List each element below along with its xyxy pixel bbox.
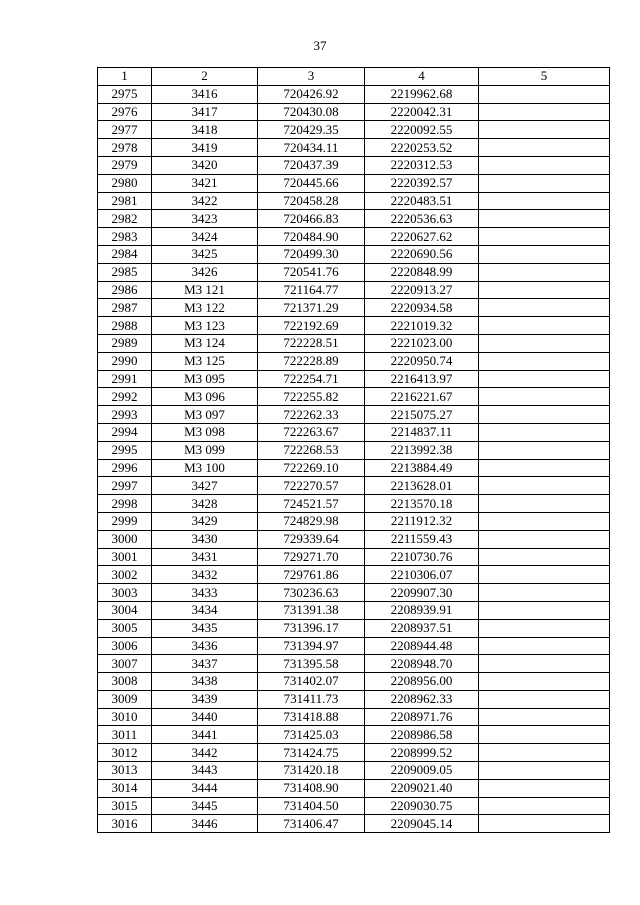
- table-row: [98, 228, 610, 246]
- point-id-cell: 3442: [152, 744, 258, 762]
- x-coordinate-cell: 730236.63: [258, 584, 365, 602]
- x-coordinate-cell: 720541.76: [258, 263, 365, 281]
- table-row: [98, 370, 610, 388]
- note-cell: [479, 192, 610, 210]
- note-cell: [479, 548, 610, 566]
- point-id-cell: 3426: [152, 263, 258, 281]
- x-coordinate-cell: 720426.92: [258, 85, 365, 103]
- x-coordinate-cell: 724829.98: [258, 512, 365, 530]
- point-number-cell: 2977: [98, 121, 152, 139]
- column-header-3: 3: [258, 68, 365, 86]
- y-coordinate-cell: 2213628.01: [365, 477, 479, 495]
- y-coordinate-cell: 2220253.52: [365, 139, 479, 157]
- x-coordinate-cell: 731418.88: [258, 708, 365, 726]
- point-id-cell: 3432: [152, 566, 258, 584]
- point-number-cell: 3010: [98, 708, 152, 726]
- point-number-cell: 3005: [98, 619, 152, 637]
- note-cell: [479, 708, 610, 726]
- point-number-cell: 3016: [98, 815, 152, 833]
- point-id-cell: 3434: [152, 601, 258, 619]
- y-coordinate-cell: 2208956.00: [365, 673, 479, 691]
- table-header-row: [98, 68, 610, 86]
- note-cell: [479, 263, 610, 281]
- note-cell: [479, 441, 610, 459]
- point-number-cell: 2991: [98, 370, 152, 388]
- point-id-cell: 3428: [152, 495, 258, 513]
- x-coordinate-cell: 724521.57: [258, 495, 365, 513]
- x-coordinate-cell: 720458.28: [258, 192, 365, 210]
- y-coordinate-cell: 2219962.68: [365, 85, 479, 103]
- y-coordinate-cell: 2208971.76: [365, 708, 479, 726]
- table-row: [98, 210, 610, 228]
- x-coordinate-cell: 722228.89: [258, 352, 365, 370]
- point-id-cell: 3430: [152, 530, 258, 548]
- note-cell: [479, 655, 610, 673]
- note-cell: [479, 406, 610, 424]
- table-row: [98, 797, 610, 815]
- point-number-cell: 2997: [98, 477, 152, 495]
- note-cell: [479, 210, 610, 228]
- point-id-cell: 3443: [152, 762, 258, 780]
- table-row: [98, 388, 610, 406]
- x-coordinate-cell: 720499.30: [258, 245, 365, 263]
- x-coordinate-cell: 721164.77: [258, 281, 365, 299]
- table-row: [98, 406, 610, 424]
- point-number-cell: 2995: [98, 441, 152, 459]
- table-row: [98, 317, 610, 335]
- point-id-cell: 3425: [152, 245, 258, 263]
- note-cell: [479, 744, 610, 762]
- y-coordinate-cell: 2214837.11: [365, 423, 479, 441]
- table-row: [98, 566, 610, 584]
- point-number-cell: 2981: [98, 192, 152, 210]
- note-cell: [479, 495, 610, 513]
- note-cell: [479, 370, 610, 388]
- column-header-1: 1: [98, 68, 152, 86]
- note-cell: [479, 584, 610, 602]
- point-id-cell: 3445: [152, 797, 258, 815]
- point-number-cell: 2979: [98, 156, 152, 174]
- y-coordinate-cell: 2220312.53: [365, 156, 479, 174]
- point-id-cell: М3 097: [152, 406, 258, 424]
- y-coordinate-cell: 2210306.07: [365, 566, 479, 584]
- point-id-cell: М3 099: [152, 441, 258, 459]
- point-number-cell: 2998: [98, 495, 152, 513]
- y-coordinate-cell: 2208962.33: [365, 690, 479, 708]
- y-coordinate-cell: 2220536.63: [365, 210, 479, 228]
- note-cell: [479, 352, 610, 370]
- point-id-cell: 3436: [152, 637, 258, 655]
- note-cell: [479, 690, 610, 708]
- point-number-cell: 3011: [98, 726, 152, 744]
- note-cell: [479, 459, 610, 477]
- x-coordinate-cell: 722254.71: [258, 370, 365, 388]
- table-row: [98, 477, 610, 495]
- table-row: [98, 708, 610, 726]
- point-id-cell: 3419: [152, 139, 258, 157]
- x-coordinate-cell: 731420.18: [258, 762, 365, 780]
- point-id-cell: М3 100: [152, 459, 258, 477]
- x-coordinate-cell: 731425.03: [258, 726, 365, 744]
- point-id-cell: 3427: [152, 477, 258, 495]
- point-number-cell: 2999: [98, 512, 152, 530]
- point-id-cell: М3 125: [152, 352, 258, 370]
- note-cell: [479, 512, 610, 530]
- point-number-cell: 2980: [98, 174, 152, 192]
- table-row: [98, 744, 610, 762]
- point-number-cell: 2989: [98, 334, 152, 352]
- point-id-cell: М3 096: [152, 388, 258, 406]
- point-id-cell: 3444: [152, 779, 258, 797]
- x-coordinate-cell: 722192.69: [258, 317, 365, 335]
- y-coordinate-cell: 2213992.38: [365, 441, 479, 459]
- point-number-cell: 2992: [98, 388, 152, 406]
- note-cell: [479, 477, 610, 495]
- note-cell: [479, 156, 610, 174]
- point-number-cell: 3003: [98, 584, 152, 602]
- table-row: [98, 281, 610, 299]
- x-coordinate-cell: 722269.10: [258, 459, 365, 477]
- point-number-cell: 2987: [98, 299, 152, 317]
- y-coordinate-cell: 2208948.70: [365, 655, 479, 673]
- note-cell: [479, 121, 610, 139]
- y-coordinate-cell: 2209030.75: [365, 797, 479, 815]
- point-number-cell: 3012: [98, 744, 152, 762]
- x-coordinate-cell: 731391.38: [258, 601, 365, 619]
- x-coordinate-cell: 720437.39: [258, 156, 365, 174]
- y-coordinate-cell: 2220483.51: [365, 192, 479, 210]
- x-coordinate-cell: 731424.75: [258, 744, 365, 762]
- point-id-cell: М3 124: [152, 334, 258, 352]
- point-id-cell: 3424: [152, 228, 258, 246]
- point-id-cell: 3423: [152, 210, 258, 228]
- point-number-cell: 2990: [98, 352, 152, 370]
- x-coordinate-cell: 729761.86: [258, 566, 365, 584]
- table-row: [98, 815, 610, 833]
- note-cell: [479, 530, 610, 548]
- column-header-5: 5: [479, 68, 610, 86]
- note-cell: [479, 423, 610, 441]
- x-coordinate-cell: 731396.17: [258, 619, 365, 637]
- table-row: [98, 619, 610, 637]
- table-row: [98, 103, 610, 121]
- y-coordinate-cell: 2215075.27: [365, 406, 479, 424]
- point-id-cell: 3438: [152, 673, 258, 691]
- table-row: [98, 512, 610, 530]
- table-row: [98, 690, 610, 708]
- note-cell: [479, 85, 610, 103]
- point-id-cell: М3 123: [152, 317, 258, 335]
- table-row: [98, 174, 610, 192]
- point-number-cell: 2994: [98, 423, 152, 441]
- note-cell: [479, 174, 610, 192]
- x-coordinate-cell: 720466.83: [258, 210, 365, 228]
- point-id-cell: 3417: [152, 103, 258, 121]
- note-cell: [479, 228, 610, 246]
- point-number-cell: 2976: [98, 103, 152, 121]
- x-coordinate-cell: 720434.11: [258, 139, 365, 157]
- table-row: [98, 352, 610, 370]
- point-number-cell: 3013: [98, 762, 152, 780]
- note-cell: [479, 797, 610, 815]
- x-coordinate-cell: 731394.97: [258, 637, 365, 655]
- table-row: [98, 192, 610, 210]
- point-id-cell: 3431: [152, 548, 258, 566]
- point-number-cell: 3006: [98, 637, 152, 655]
- note-cell: [479, 762, 610, 780]
- point-id-cell: 3437: [152, 655, 258, 673]
- point-number-cell: 3008: [98, 673, 152, 691]
- x-coordinate-cell: 722228.51: [258, 334, 365, 352]
- point-number-cell: 2983: [98, 228, 152, 246]
- point-number-cell: 3014: [98, 779, 152, 797]
- table-row: [98, 584, 610, 602]
- point-id-cell: 3433: [152, 584, 258, 602]
- point-number-cell: 3015: [98, 797, 152, 815]
- point-id-cell: 3429: [152, 512, 258, 530]
- column-header-2: 2: [152, 68, 258, 86]
- x-coordinate-cell: 720484.90: [258, 228, 365, 246]
- point-id-cell: М3 122: [152, 299, 258, 317]
- table-row: [98, 441, 610, 459]
- y-coordinate-cell: 2209045.14: [365, 815, 479, 833]
- point-number-cell: 2993: [98, 406, 152, 424]
- x-coordinate-cell: 729339.64: [258, 530, 365, 548]
- note-cell: [479, 779, 610, 797]
- point-id-cell: М3 098: [152, 423, 258, 441]
- table-body: [98, 85, 610, 832]
- table-row: [98, 299, 610, 317]
- y-coordinate-cell: 2211912.32: [365, 512, 479, 530]
- y-coordinate-cell: 2221023.00: [365, 334, 479, 352]
- table-row: [98, 245, 610, 263]
- table-row: [98, 601, 610, 619]
- point-number-cell: 3002: [98, 566, 152, 584]
- point-id-cell: 3440: [152, 708, 258, 726]
- x-coordinate-cell: 729271.70: [258, 548, 365, 566]
- table-row: [98, 139, 610, 157]
- y-coordinate-cell: 2211559.43: [365, 530, 479, 548]
- x-coordinate-cell: 722255.82: [258, 388, 365, 406]
- table-row: [98, 673, 610, 691]
- y-coordinate-cell: 2220042.31: [365, 103, 479, 121]
- table-row: [98, 779, 610, 797]
- point-number-cell: 2986: [98, 281, 152, 299]
- point-id-cell: 3422: [152, 192, 258, 210]
- table-row: [98, 423, 610, 441]
- x-coordinate-cell: 722270.57: [258, 477, 365, 495]
- point-id-cell: 3446: [152, 815, 258, 833]
- point-id-cell: М3 095: [152, 370, 258, 388]
- table-row: [98, 85, 610, 103]
- note-cell: [479, 726, 610, 744]
- note-cell: [479, 139, 610, 157]
- table-row: [98, 459, 610, 477]
- x-coordinate-cell: 731406.47: [258, 815, 365, 833]
- y-coordinate-cell: 2213570.18: [365, 495, 479, 513]
- x-coordinate-cell: 722268.53: [258, 441, 365, 459]
- point-id-cell: 3418: [152, 121, 258, 139]
- table-row: [98, 726, 610, 744]
- y-coordinate-cell: 2208986.58: [365, 726, 479, 744]
- y-coordinate-cell: 2209021.40: [365, 779, 479, 797]
- y-coordinate-cell: 2208999.52: [365, 744, 479, 762]
- point-number-cell: 3007: [98, 655, 152, 673]
- y-coordinate-cell: 2220913.27: [365, 281, 479, 299]
- x-coordinate-cell: 722262.33: [258, 406, 365, 424]
- x-coordinate-cell: 720429.35: [258, 121, 365, 139]
- point-id-cell: 3416: [152, 85, 258, 103]
- x-coordinate-cell: 731395.58: [258, 655, 365, 673]
- point-number-cell: 2984: [98, 245, 152, 263]
- point-id-cell: М3 121: [152, 281, 258, 299]
- table-row: [98, 762, 610, 780]
- note-cell: [479, 388, 610, 406]
- point-number-cell: 2975: [98, 85, 152, 103]
- y-coordinate-cell: 2220627.62: [365, 228, 479, 246]
- note-cell: [479, 299, 610, 317]
- note-cell: [479, 281, 610, 299]
- y-coordinate-cell: 2220950.74: [365, 352, 479, 370]
- note-cell: [479, 815, 610, 833]
- x-coordinate-cell: 722263.67: [258, 423, 365, 441]
- y-coordinate-cell: 2208939.91: [365, 601, 479, 619]
- point-id-cell: 3441: [152, 726, 258, 744]
- y-coordinate-cell: 2213884.49: [365, 459, 479, 477]
- table-row: [98, 334, 610, 352]
- point-number-cell: 2996: [98, 459, 152, 477]
- y-coordinate-cell: 2220092.55: [365, 121, 479, 139]
- x-coordinate-cell: 721371.29: [258, 299, 365, 317]
- table-row: [98, 156, 610, 174]
- y-coordinate-cell: 2220934.58: [365, 299, 479, 317]
- note-cell: [479, 103, 610, 121]
- y-coordinate-cell: 2216413.97: [365, 370, 479, 388]
- y-coordinate-cell: 2220690.56: [365, 245, 479, 263]
- point-number-cell: 3000: [98, 530, 152, 548]
- y-coordinate-cell: 2208937.51: [365, 619, 479, 637]
- x-coordinate-cell: 720430.08: [258, 103, 365, 121]
- point-id-cell: 3435: [152, 619, 258, 637]
- column-header-4: 4: [365, 68, 479, 86]
- table-row: [98, 637, 610, 655]
- note-cell: [479, 334, 610, 352]
- table-row: [98, 530, 610, 548]
- point-number-cell: 2982: [98, 210, 152, 228]
- point-number-cell: 3004: [98, 601, 152, 619]
- y-coordinate-cell: 2221019.32: [365, 317, 479, 335]
- note-cell: [479, 619, 610, 637]
- point-id-cell: 3439: [152, 690, 258, 708]
- x-coordinate-cell: 731408.90: [258, 779, 365, 797]
- point-id-cell: 3420: [152, 156, 258, 174]
- y-coordinate-cell: 2220392.57: [365, 174, 479, 192]
- note-cell: [479, 245, 610, 263]
- x-coordinate-cell: 731404.50: [258, 797, 365, 815]
- coordinates-table: [97, 67, 610, 833]
- y-coordinate-cell: 2210730.76: [365, 548, 479, 566]
- point-number-cell: 3001: [98, 548, 152, 566]
- table-row: [98, 121, 610, 139]
- y-coordinate-cell: 2208944.48: [365, 637, 479, 655]
- table-row: [98, 263, 610, 281]
- note-cell: [479, 566, 610, 584]
- table-row: [98, 655, 610, 673]
- note-cell: [479, 601, 610, 619]
- y-coordinate-cell: 2209009.05: [365, 762, 479, 780]
- note-cell: [479, 673, 610, 691]
- x-coordinate-cell: 720445.66: [258, 174, 365, 192]
- point-id-cell: 3421: [152, 174, 258, 192]
- page-number: 37: [313, 38, 327, 53]
- x-coordinate-cell: 731402.07: [258, 673, 365, 691]
- point-number-cell: 2985: [98, 263, 152, 281]
- x-coordinate-cell: 731411.73: [258, 690, 365, 708]
- y-coordinate-cell: 2216221.67: [365, 388, 479, 406]
- table-row: [98, 548, 610, 566]
- y-coordinate-cell: 2220848.99: [365, 263, 479, 281]
- point-number-cell: 3009: [98, 690, 152, 708]
- note-cell: [479, 317, 610, 335]
- table-row: [98, 495, 610, 513]
- note-cell: [479, 637, 610, 655]
- point-number-cell: 2978: [98, 139, 152, 157]
- point-number-cell: 2988: [98, 317, 152, 335]
- y-coordinate-cell: 2209907.30: [365, 584, 479, 602]
